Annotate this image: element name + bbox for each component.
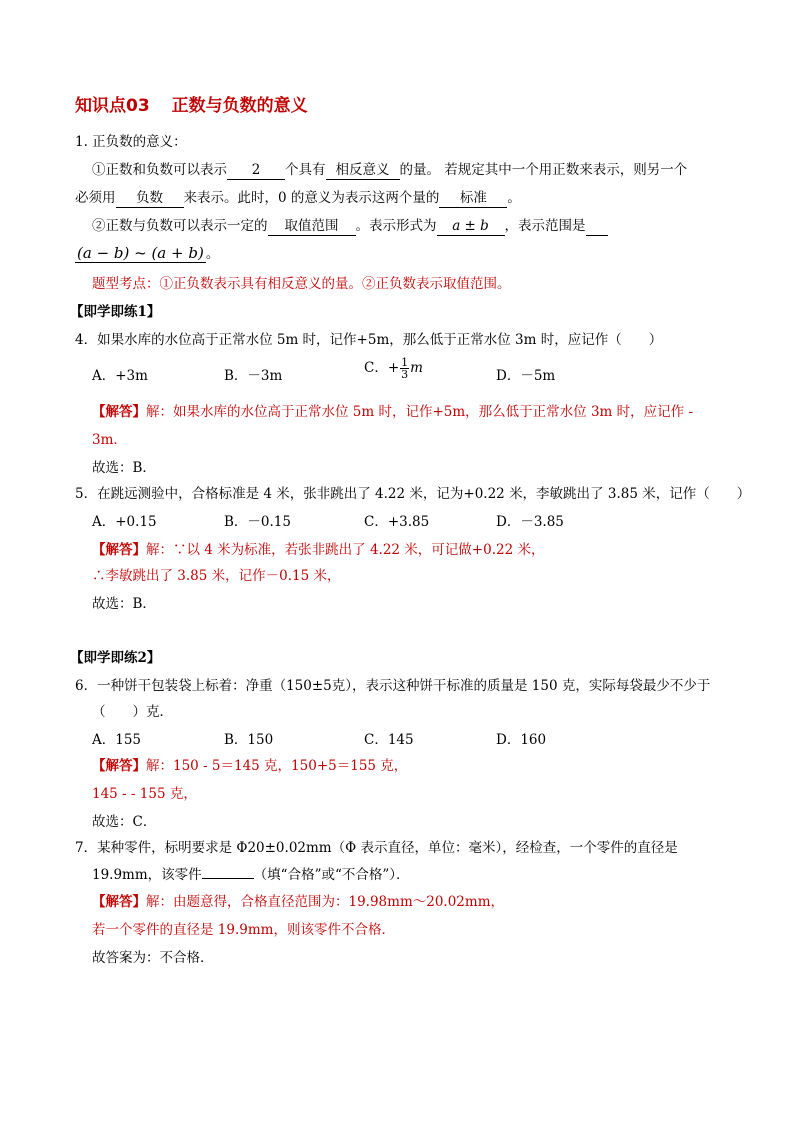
q5-choice: 故选：B． <box>92 596 156 612</box>
section1-line1: ①正数和负数可以表示 2 个具有 相反意义 的量。 若规定其中一个用正数来表示，则另一个 <box>92 162 688 178</box>
section1-line4: (a − b) ~ (a + b) 。 <box>77 244 220 262</box>
q6-stem-line2: （ ）克． <box>92 704 173 720</box>
answer-label: 【解答】 <box>92 542 146 558</box>
q5-stem: 5．在跳远测验中，合格标准是 4 米，张非跳出了 4.22 米，记为+0.22 米，李敏跳出了 3.85 米，记作（ ） <box>75 486 751 502</box>
answer-label: 【解答】 <box>92 404 146 420</box>
q6-choice: 故选：C． <box>92 814 157 830</box>
heading-title: 正数与负数的意义 <box>171 96 308 116</box>
q6-answer-line2: 145 - - 155 克， <box>92 786 197 802</box>
q4-option-a: A．+3m <box>92 368 148 384</box>
q7-answer-blank <box>202 864 254 879</box>
blank-standard: 标准 <box>439 189 507 208</box>
q4-answer-line1: 【解答】解：如果水库的水位高于正常水位 5m 时，记作+5m，那么低于正常水位 3m 时，应记作 - <box>92 404 693 420</box>
q6-option-b: B．150 <box>224 732 274 748</box>
q5-option-b: B．－0.15 <box>224 514 291 530</box>
answer-label: 【解答】 <box>92 758 146 774</box>
q7-stem-line2: 19.9mm，该零件 （填“合格”或“不合格”）． <box>92 864 410 885</box>
q4-option-c: C．+ $\frac{1}{3}$ m <box>364 356 423 381</box>
section1-line3: ②正数与负数可以表示一定的 取值范围 。表示形式为 a ± b ，表示范围是 <box>92 216 608 236</box>
q4-answer-line2: 3m． <box>92 432 127 448</box>
q5-option-a: A．+0.15 <box>92 514 157 530</box>
q6-answer-line1: 【解答】解：150 - 5＝145 克，150+5＝155 克， <box>92 758 408 774</box>
heading-number: 知识点03 <box>75 96 150 116</box>
q7-answer-line2: 若一个零件的直径是 19.9mm，则该零件不合格． <box>92 922 395 938</box>
blank-negative: 负数 <box>116 189 184 208</box>
q7-choice: 故答案为：不合格． <box>92 950 214 966</box>
q5-option-c: C．+3.85 <box>364 514 430 530</box>
q4-choice: 故选：B． <box>92 460 156 476</box>
practice1-label: 【即学即练1】 <box>70 304 161 320</box>
q7-answer-line1: 【解答】解：由题意得，合格直径范围为：19.98mm～20.02mm， <box>92 894 504 910</box>
blank-opposite-meaning: 相反意义 <box>326 161 400 180</box>
q4-stem: 4．如果水库的水位高于正常水位 5m 时，记作+5m，那么低于正常水位 3m 时，应记作（ ） <box>75 332 663 348</box>
type-points: 题型考点：①正负数表示具有相反意义的量。②正负数表示取值范围。 <box>92 276 511 292</box>
blank-range: 取值范围 <box>268 217 356 236</box>
practice2-label: 【即学即练2】 <box>70 650 161 666</box>
q6-stem-line1: 6．一种饼干包装袋上标着：净重（150±5克），表示这种饼干标准的质量是 150 克，实际每袋最少不少于 <box>75 678 711 694</box>
blank-count: 2 <box>227 161 285 180</box>
section-heading <box>75 96 308 116</box>
fraction-one-third: $\frac{1}{3}$ <box>401 356 409 381</box>
q4-options <box>92 356 712 388</box>
q6-option-c: C．145 <box>364 732 414 748</box>
q7-stem-line1: 7．某种零件，标明要求是 Φ20±0.02mm（Φ 表示直径，单位：毫米），经检查，一个零件的直径是 <box>75 840 678 856</box>
q6-option-d: D．160 <box>496 732 547 748</box>
q5-answer-line1: 【解答】解：∵以 4 米为标准，若张非跳出了 4.22 米，可记做+0.22 米， <box>92 542 545 558</box>
q6-options <box>92 730 712 752</box>
blank-form: a ± b <box>437 217 505 236</box>
q5-option-d: D．－3.85 <box>496 514 564 530</box>
q5-options <box>92 512 712 534</box>
q4-option-b: B．－3m <box>224 368 283 384</box>
range-expression: (a − b) ~ (a + b) <box>77 244 204 262</box>
answer-label: 【解答】 <box>92 894 146 910</box>
q6-option-a: A．155 <box>92 732 142 748</box>
section1-line2: 必须用 负数 来表示。此时，0 的意义为表示这两个量的 标准 。 <box>75 190 521 206</box>
q4-option-d: D．－5m <box>496 368 556 384</box>
q5-answer-line2: ∴李敏跳出了 3.85 米，记作－0.15 米， <box>92 568 341 584</box>
section1-head: 1. 正负数的意义： <box>75 134 187 150</box>
